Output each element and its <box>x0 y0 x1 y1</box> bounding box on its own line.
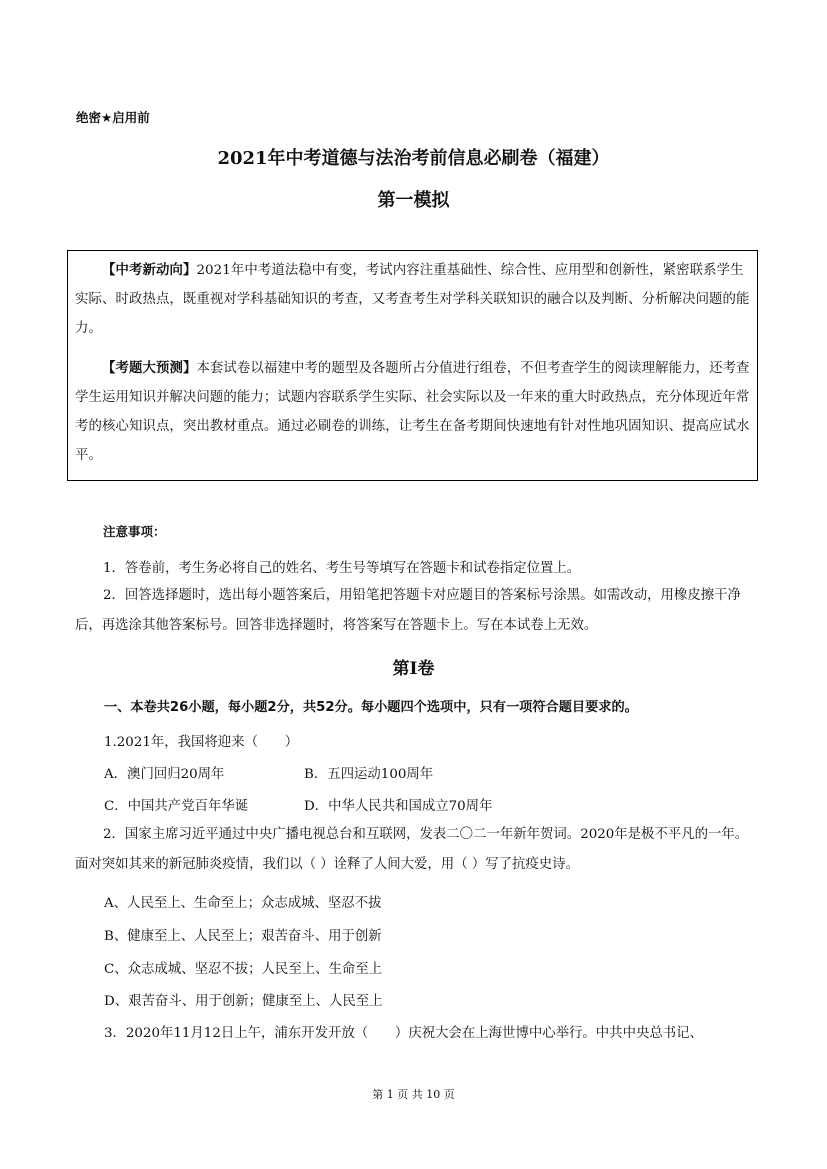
q1-option-a: A．澳门回归20周年 <box>104 767 225 782</box>
q2-option-b: B、健康至上、人民至上；艰苦奋斗、用于创新 <box>104 929 382 944</box>
page-footer: 第 1 页 共 10 页 <box>372 1088 455 1101</box>
notes-item-2: 2．回答选择题时，选出每小题答案后，用铅笔把答题卡对应题目的答案标号涂黑。如需改动，用橡皮擦干净后，再选涂其他答案标号。回答非选择题时，将答案写在答题卡上。写在本试卷上无效。 <box>75 588 741 633</box>
volume-heading: 第Ⅰ卷 <box>392 659 435 679</box>
q2-stem: 2．国家主席习近平通过中央广播电视总台和互联网，发表二〇二一年新年贺词。2020年是极不平凡的一年。面对突如其来的新冠肺炎疫情，我们以（ ）诠释了人间大爱，用（ ）写了抗疫史诗。 <box>75 827 749 872</box>
q1-option-d: D．中华人民共和国成立70周年 <box>304 799 493 814</box>
forecast-text: 本套试卷以福建中考的题型及各题所占分值进行组卷，不但考查学生的阅读理解能力，还考查学生运用知识并解决问题的能力；试题内容联系学生实际、社会实际以及一年来的重大时政热点，充分体现近年常考的核心知识点，突出教材重点。通过必刷卷的训练，让考生在备考期间快速地有针对性地巩固知识、提高应试水平。 <box>75 361 750 463</box>
exam-title: 2021年中考道德与法治考前信息必刷卷（福建） <box>217 148 610 169</box>
trend-text: 2021年中考道法稳中有变，考试内容注重基础性、综合性、应用型和创新性，紧密联系学生实际、时政热点，既重视对学科基础知识的考查，又考查考生对学科关联知识的融合以及判断、分析解决问题的能力。 <box>75 263 750 336</box>
info-paragraph-trend <box>75 256 755 343</box>
q3-stem: 3．2020年11月12日上午，浦东开发开放（ ）庆祝大会在上海世博中心举行。中共中央总书记、 <box>104 1026 703 1041</box>
q2-option-a: A、人民至上、生命至上；众志成城、坚忍不拔 <box>104 896 382 911</box>
section-heading: 一、本卷共26小题，每小题2分，共52分。每小题四个选项中，只有一项符合题目要求的。 <box>104 700 638 715</box>
q2-option-c: C、众志成城、坚忍不拔；人民至上、生命至上 <box>104 962 383 977</box>
q1-option-b: B．五四运动100周年 <box>304 767 434 782</box>
q1-option-c: C．中国共产党百年华诞 <box>104 799 249 814</box>
trend-label: 【中考新动向】 <box>102 263 197 278</box>
notes-heading: 注意事项： <box>103 524 166 539</box>
confidential-mark: 绝密★启用前 <box>76 110 150 125</box>
forecast-label: 【考题大预测】 <box>102 361 197 376</box>
q1-stem: 1.2021年，我国将迎来（ ） <box>104 735 299 750</box>
q2-option-d: D、艰苦奋斗、用于创新；健康至上、人民至上 <box>104 994 383 1009</box>
exam-subtitle: 第一模拟 <box>377 190 450 211</box>
info-paragraph-forecast <box>75 354 755 470</box>
notes-item-1: 1．答卷前，考生务必将自己的姓名、考生号等填写在答题卡和试卷指定位置上。 <box>103 561 581 576</box>
